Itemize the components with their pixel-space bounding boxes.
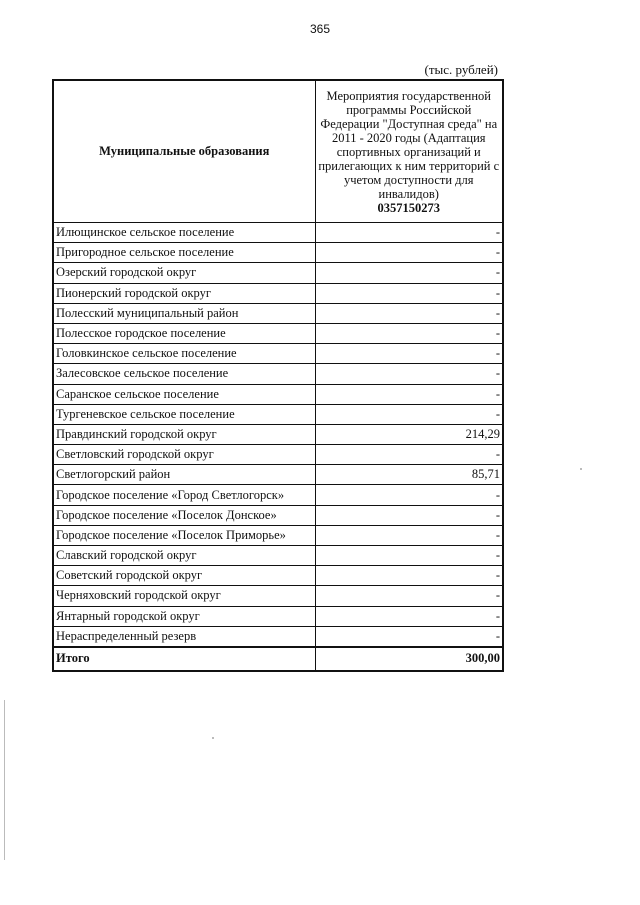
header-program-text: Мероприятия государственной программы Российской Федерации "Доступная среда" на 2011 - 2020 годы (Адаптация спортивных организаций и прилегающих к ним территорий с учетом доступности для инвалидов) [318, 88, 500, 201]
table-row [53, 626, 503, 647]
scan-mark [212, 737, 214, 739]
table-row [53, 364, 503, 384]
municipality-name: Тургеневское сельское поселение [53, 404, 315, 424]
municipality-value: - [315, 485, 503, 505]
table-row [53, 384, 503, 404]
municipality-value: - [315, 445, 503, 465]
municipality-value: - [315, 283, 503, 303]
table-row [53, 485, 503, 505]
table-row [53, 586, 503, 606]
municipality-value: - [315, 243, 503, 263]
table-row [53, 505, 503, 525]
header-program [315, 80, 503, 223]
municipality-value: - [315, 606, 503, 626]
municipality-name: Пионерский городской округ [53, 283, 315, 303]
units-label: (тыс. рублей) [424, 62, 498, 77]
municipality-name: Советский городской округ [53, 566, 315, 586]
table-row [53, 566, 503, 586]
table-row [53, 465, 503, 485]
table-row [53, 546, 503, 566]
municipality-name: Правдинский городской округ [53, 424, 315, 444]
municipality-name: Городское поселение «Поселок Донское» [53, 505, 315, 525]
municipality-name: Саранское сельское поселение [53, 384, 315, 404]
municipality-value: - [315, 566, 503, 586]
budget-table [52, 79, 504, 672]
municipality-value: - [315, 586, 503, 606]
municipality-name: Светлогорский район [53, 465, 315, 485]
municipality-name: Городское поселение «Город Светлогорск» [53, 485, 315, 505]
table-row [53, 263, 503, 283]
table-row [53, 344, 503, 364]
table-row [53, 445, 503, 465]
municipality-name: Залесовское сельское поселение [53, 364, 315, 384]
table-row [53, 323, 503, 343]
table-row [53, 525, 503, 545]
header-row [53, 80, 503, 223]
header-program-code: 0357150273 [377, 200, 440, 215]
municipality-name: Янтарный городской округ [53, 606, 315, 626]
table-row [53, 606, 503, 626]
municipality-name: Озерский городской округ [53, 263, 315, 283]
total-value: 300,00 [315, 647, 503, 671]
municipality-value: - [315, 223, 503, 243]
municipality-name: Пригородное сельское поселение [53, 243, 315, 263]
municipality-name: Илющинское сельское поселение [53, 223, 315, 243]
header-municipalities: Муниципальные образования [53, 80, 315, 223]
page-number: 365 [309, 22, 331, 36]
municipality-name: Светловский городской округ [53, 445, 315, 465]
municipality-value: 214,29 [315, 424, 503, 444]
municipality-value: - [315, 344, 503, 364]
municipality-value: 85,71 [315, 465, 503, 485]
municipality-name: Головкинское сельское поселение [53, 344, 315, 364]
municipality-value: - [315, 384, 503, 404]
table-row [53, 303, 503, 323]
municipality-value: - [315, 404, 503, 424]
scan-mark [4, 700, 5, 860]
total-label: Итого [53, 647, 315, 671]
table-row [53, 223, 503, 243]
table-row [53, 243, 503, 263]
municipality-name: Нераспределенный резерв [53, 626, 315, 647]
municipality-value: - [315, 505, 503, 525]
municipality-value: - [315, 626, 503, 647]
municipality-name: Полесское городское поселение [53, 323, 315, 343]
table-row [53, 283, 503, 303]
municipality-value: - [315, 323, 503, 343]
municipality-name: Городское поселение «Поселок Приморье» [53, 525, 315, 545]
table-row [53, 404, 503, 424]
municipality-name: Полесский муниципальный район [53, 303, 315, 323]
municipality-value: - [315, 364, 503, 384]
municipality-name: Черняховский городской округ [53, 586, 315, 606]
municipality-value: - [315, 263, 503, 283]
total-row [53, 647, 503, 671]
table-row [53, 424, 503, 444]
scan-mark [580, 468, 582, 470]
municipality-value: - [315, 546, 503, 566]
municipality-value: - [315, 525, 503, 545]
municipality-value: - [315, 303, 503, 323]
municipality-name: Славский городской округ [53, 546, 315, 566]
